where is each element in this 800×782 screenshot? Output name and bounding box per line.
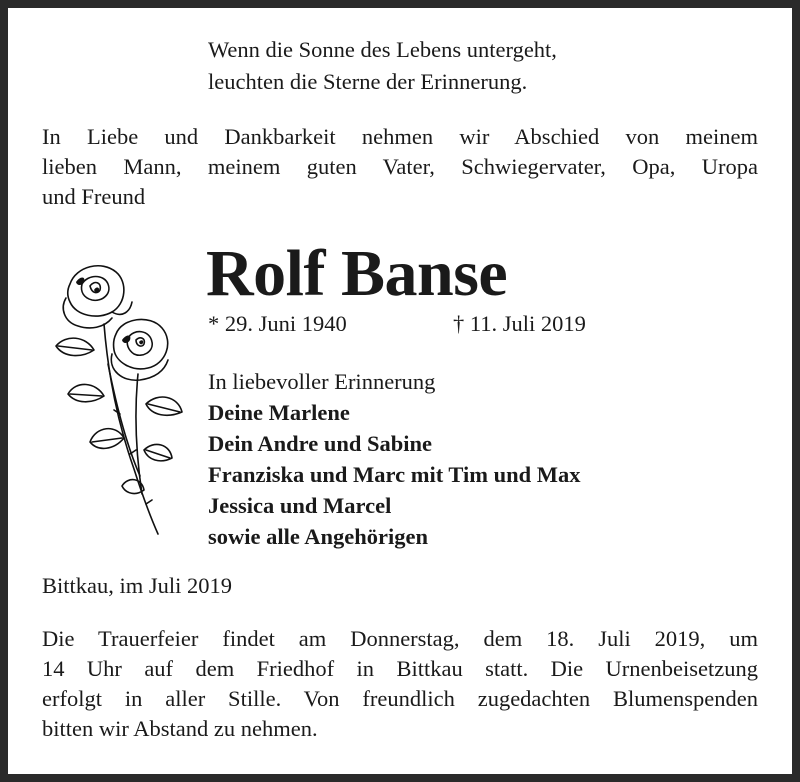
- funeral-line: Die Trauerfeier findet am Donnerstag, dem 18. Juli 2019, um: [42, 626, 758, 651]
- mourners-heading: In liebevoller Erinnerung: [208, 369, 436, 394]
- mourner-name: Deine Marlene: [208, 400, 350, 425]
- mourners-list: [208, 366, 581, 552]
- birth-date: * 29. Juni 1940: [208, 311, 347, 336]
- mourner-name: sowie alle Angehörigen: [208, 524, 428, 549]
- deceased-name: Rolf Banse: [206, 237, 508, 310]
- memorial-quote: [208, 34, 557, 98]
- quote-line: Wenn die Sonne des Lebens untergeht,: [208, 37, 557, 62]
- mourner-name: Franziska und Marc mit Tim und Max: [208, 462, 581, 487]
- intro-paragraph: [42, 122, 758, 212]
- funeral-paragraph: [42, 624, 758, 744]
- funeral-line: erfolgt in aller Stille. Von freundlich zugedachten Blumenspenden: [42, 686, 758, 711]
- funeral-line: bitten wir Abstand zu nehmen.: [42, 716, 318, 741]
- intro-line: lieben Mann, meinem guten Vater, Schwiegervater, Opa, Uropa: [42, 154, 758, 179]
- death-date: † 11. Juli 2019: [453, 311, 586, 336]
- funeral-line: 14 Uhr auf dem Friedhof in Bittkau statt. Die Urnenbeisetzung: [42, 656, 758, 681]
- life-dates: [208, 308, 628, 340]
- roses-icon: [46, 254, 186, 544]
- intro-line: und Freund: [42, 184, 146, 209]
- mourner-name: Dein Andre und Sabine: [208, 431, 433, 456]
- intro-line: In Liebe und Dankbarkeit nehmen wir Abschied von meinem: [42, 124, 758, 149]
- quote-line: leuchten die Sterne der Erinnerung.: [208, 69, 528, 94]
- mourner-name: Jessica und Marcel: [208, 493, 392, 518]
- place-and-date: Bittkau, im Juli 2019: [42, 573, 233, 598]
